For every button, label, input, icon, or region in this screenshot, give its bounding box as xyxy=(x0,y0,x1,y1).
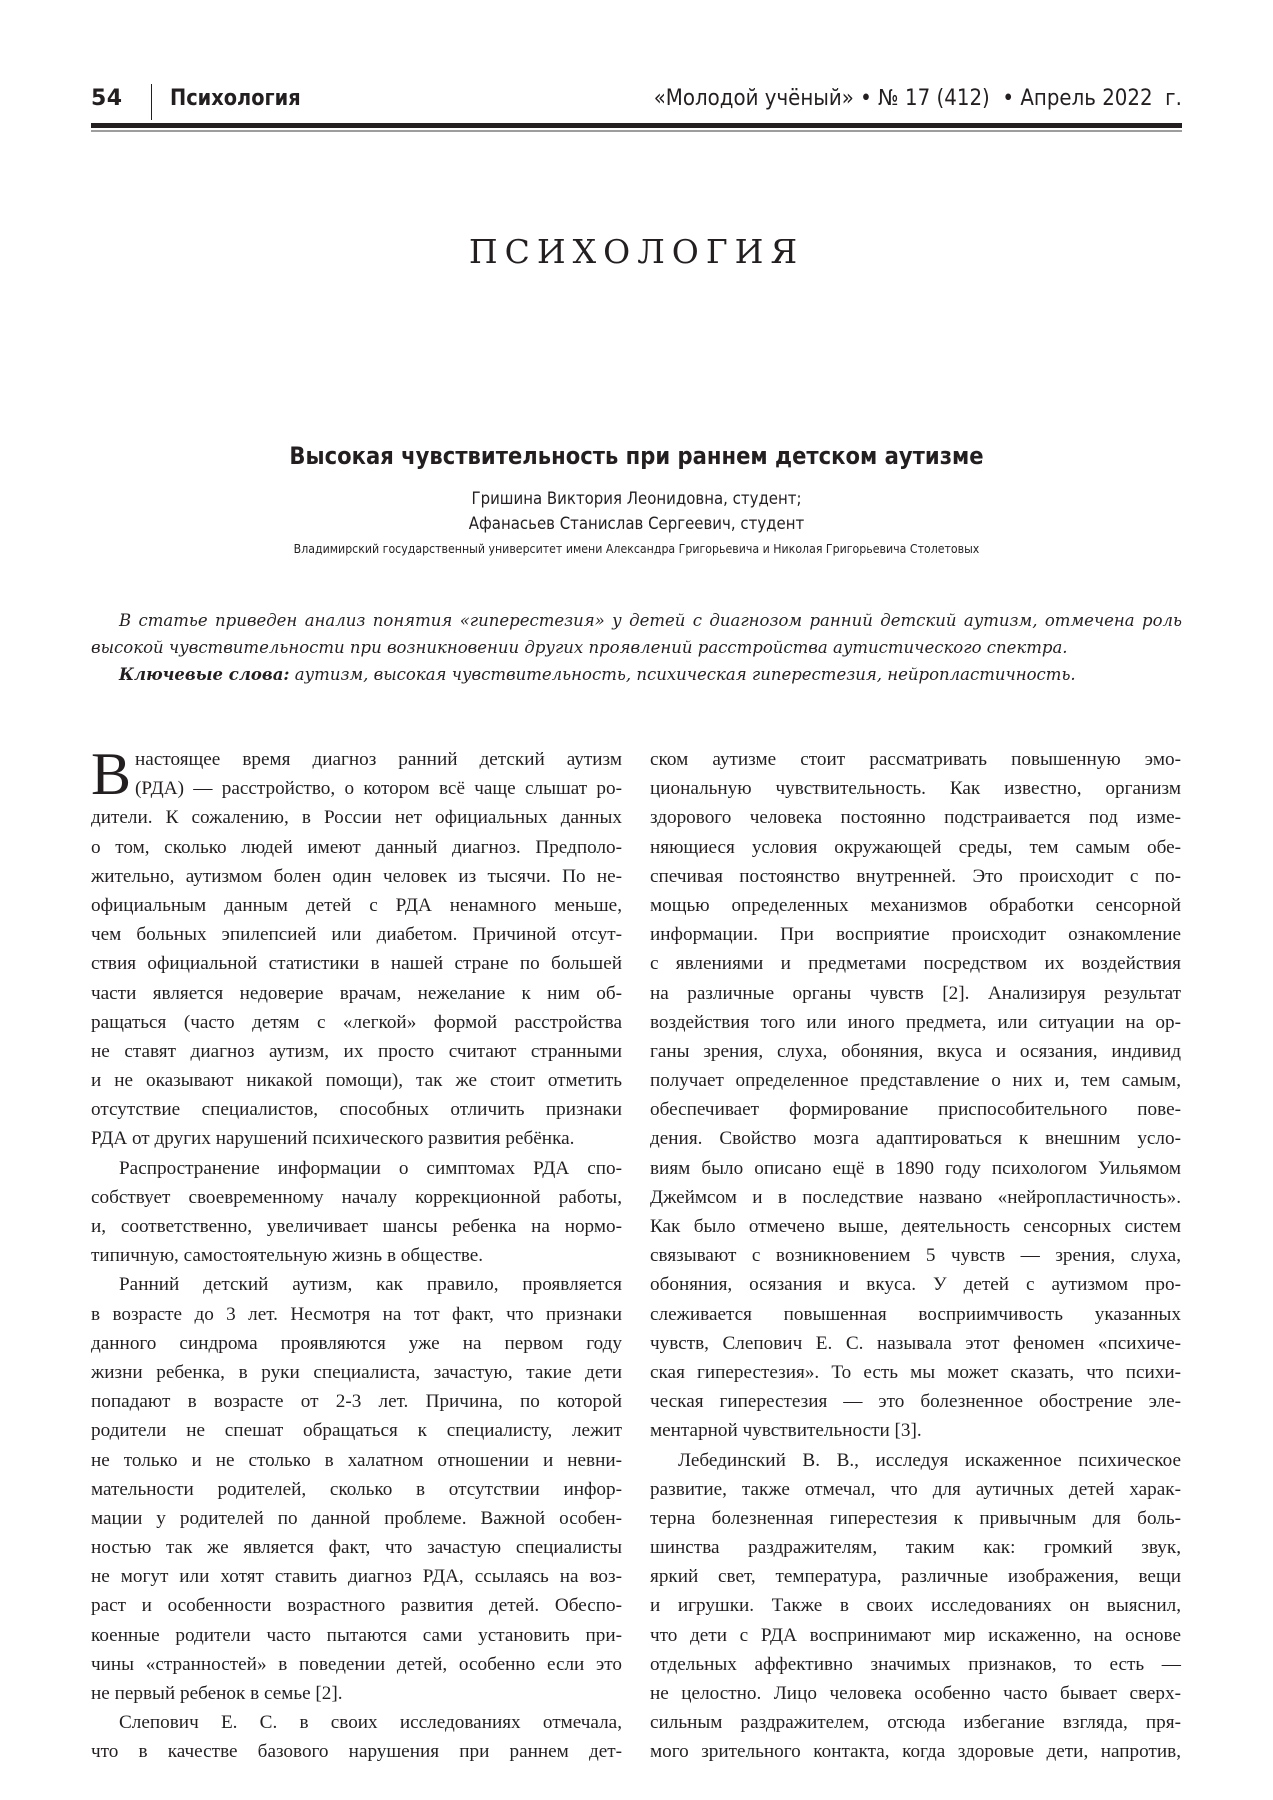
text-line: попадают в возрасте от 2-3 лет. Причина, по которой xyxy=(91,1391,622,1413)
header-journal-issue: «Молодой учёный» • № 17 (412) • Апрель 2022 г. xyxy=(653,86,1182,111)
text-line: отдельных аффективно значимых признаков, то есть — xyxy=(650,1653,1181,1675)
text-line: получает определенное представление о них и, тем самым, xyxy=(650,1070,1181,1092)
page-number: 54 xyxy=(91,86,123,111)
text-line: обоняния, осязания и вкуса. У детей с аутизмом про- xyxy=(650,1274,1181,1296)
text-line: развитие, также отмечал, что для аутичных детей харак- xyxy=(650,1478,1181,1500)
text-line: виям было описано ещё в 1890 году психологом Уильямом xyxy=(650,1157,1181,1179)
text-line: ностью так же является факт, что зачастую специалисты xyxy=(91,1537,622,1559)
text-line: и игрушки. Также в своих исследованиях он выяснил, xyxy=(650,1595,1181,1617)
text-line: няющиеся условия окружающей среды, тем самым обе- xyxy=(650,836,1181,858)
text-line: и не оказывают никакой помощи), так же стоит отметить xyxy=(91,1070,622,1092)
abstract-text: В статье приведен анализ понятия «гиперестезия» у детей с диагнозом ранний детский аутизм, отмечена роль высокой чувствительности при возникновении других проявлений расстройства аутистического спектра. xyxy=(91,611,1182,657)
text-line: ращаться (часто детям с «легкой» формой расстройства xyxy=(91,1011,622,1033)
text-line: РДА от других нарушений психического развития ребёнка. xyxy=(91,1128,575,1150)
text-line: раст и особенности возрастного развития детей. Обеспо- xyxy=(91,1595,622,1617)
section-title: ПСИХОЛОГИЯ xyxy=(468,232,805,271)
article-title: Высокая чувствительность при раннем детском аутизме xyxy=(289,442,984,470)
text-line: шинства раздражителям, таким как: громкий звук, xyxy=(650,1537,1181,1559)
abstract xyxy=(91,607,1182,688)
text-line: Джеймсом и в последствие названо «нейропластичность». xyxy=(650,1186,1181,1208)
text-line: чувств, Слепович Е. С. называла этот феномен «психиче- xyxy=(650,1332,1181,1354)
text-line: мации у родителей по данной проблеме. Важной особен- xyxy=(91,1507,622,1529)
text-line: о том, сколько людей имеют данный диагноз. Предполо- xyxy=(91,836,622,858)
text-line: обеспечивает формирование приспособительного пове- xyxy=(650,1099,1181,1121)
text-line: спечивая постоянство внутренней. Это происходит с по- xyxy=(650,865,1181,887)
text-line: не только и не столько в халатном отношении и невни- xyxy=(91,1449,622,1471)
text-line: дения. Свойство мозга адаптироваться к внешним усло- xyxy=(650,1128,1181,1150)
keywords-list: аутизм, высокая чувствительность, психическая гиперестезия, нейропластичность. xyxy=(289,665,1076,684)
text-line: жительно, аутизмом болен один человек из тысячи. По не- xyxy=(91,865,622,887)
text-line: Как было отмечено выше, деятельность сенсорных систем xyxy=(650,1216,1181,1237)
body-column-left xyxy=(91,741,622,1767)
text-line: данного синдрома проявляются уже на первом году xyxy=(91,1332,622,1354)
text-line: родители не спешат обращаться к специалисту, лежит xyxy=(91,1420,622,1442)
text-line: Распространение информации о симптомах РДА спо- xyxy=(119,1157,622,1179)
text-line: чины «странностей» в поведении детей, особенно если это xyxy=(91,1653,622,1675)
text-line: ствия официальной статистики в нашей стране по большей xyxy=(91,953,622,975)
text-line: дители. К сожалению, в России нет официальных данных xyxy=(91,807,622,829)
text-line: (РДА) — расстройство, о котором всё чаще слышат ро- xyxy=(135,778,622,800)
text-line: части является недоверие врачам, нежелание к ним об- xyxy=(91,982,622,1004)
text-line: ментарной чувствительности [3]. xyxy=(650,1420,922,1442)
text-line: типичную, самостоятельную жизнь в обществе. xyxy=(91,1245,484,1267)
header-rule-thick xyxy=(91,123,1182,128)
text-line: яркий свет, температура, различные изображения, вещи xyxy=(650,1566,1181,1588)
text-line: мого зрительного контакта, когда здоровые дети, напротив, xyxy=(650,1741,1181,1763)
text-line: не ставят диагноз аутизм, их просто считают странными xyxy=(91,1040,622,1062)
author-2: Афанасьев Станислав Сергеевич, студент xyxy=(468,514,805,534)
text-line: мательности родителей, сколько в отсутствии инфор- xyxy=(91,1478,622,1500)
text-line: что дети с РДА воспринимают мир искаженно, на основе xyxy=(650,1624,1181,1646)
text-line: что в качестве базового нарушения при раннем дет- xyxy=(91,1741,622,1763)
text-line: терна болезненная гиперестезия к привычным для боль- xyxy=(650,1507,1181,1529)
text-line: воздействия того или иного предмета, или ситуации на ор- xyxy=(650,1011,1181,1033)
text-line: Ранний детский аутизм, как правило, проявляется xyxy=(119,1274,622,1296)
drop-cap: В xyxy=(91,741,132,807)
text-line: Слепович Е. С. в своих исследованиях отмечала, xyxy=(119,1712,622,1734)
text-line: слеживается повышенная восприимчивость указанных xyxy=(650,1303,1181,1325)
text-line: информации. При восприятие происходит ознакомление xyxy=(650,924,1181,946)
text-line: ганы зрения, слуха, обоняния, вкуса и осязания, индивид xyxy=(650,1040,1181,1062)
text-line: с явлениями и предметами посредством их воздействия xyxy=(650,953,1181,975)
affiliation: Владимирский государственный университет имени Александра Григорьевича и Николая Григорьевича Столетовых xyxy=(293,541,980,556)
text-line: ская гиперестезия». То есть мы может сказать, что психи- xyxy=(650,1361,1181,1383)
text-line: сильным раздражителем, отсюда избегание взгляда, пря- xyxy=(650,1712,1181,1734)
text-line: ском аутизме стоит рассматривать повышенную эмо- xyxy=(650,749,1181,770)
text-line: Лебединский В. В., исследуя искаженное психическое xyxy=(678,1449,1181,1471)
header-section-name: Психология xyxy=(170,86,301,111)
header-rule-thin xyxy=(91,130,1182,132)
text-line: здорового человека постоянно подстраивается под изме- xyxy=(650,807,1181,829)
text-line: ческая гиперестезия — это болезненное обострение эле- xyxy=(650,1391,1181,1413)
text-line: связывают с возникновением 5 чувств — зрения, слуха, xyxy=(650,1245,1181,1267)
text-line: жизни ребенка, в руки специалиста, зачастую, такие дети xyxy=(91,1361,622,1383)
text-line: на различные органы чувств [2]. Анализируя результат xyxy=(650,982,1181,1004)
text-line: не первый ребенок в семье [2]. xyxy=(91,1683,343,1704)
text-line: не могут или хотят ставить диагноз РДА, ссылаясь на воз- xyxy=(91,1566,622,1588)
header-divider xyxy=(151,84,152,120)
keywords-label: Ключевые слова: xyxy=(119,665,290,684)
text-line: в возрасте до 3 лет. Несмотря на тот факт, что признаки xyxy=(91,1303,622,1325)
text-line: не целостно. Лицо человека особенно часто бывает сверх- xyxy=(650,1683,1181,1704)
text-line: и, соответственно, увеличивает шансы ребенка на нормо- xyxy=(91,1216,622,1237)
text-line: настоящее время диагноз ранний детский аутизм xyxy=(135,749,622,770)
text-line: отсутствие специалистов, способных отличить признаки xyxy=(91,1099,622,1121)
author-1: Гришина Виктория Леонидовна, студент; xyxy=(471,489,802,509)
text-line: мощью определенных механизмов обработки сенсорной xyxy=(650,894,1181,916)
keywords xyxy=(91,661,1182,688)
text-line: чем больных эпилепсией или диабетом. Причиной отсут- xyxy=(91,924,622,946)
running-header xyxy=(91,86,1182,116)
text-line: коенные родители часто пытаются сами установить при- xyxy=(91,1624,622,1646)
body-column-right xyxy=(650,745,1181,1767)
text-line: собствует своевременному началу коррекционной работы, xyxy=(91,1186,622,1208)
text-line: официальным данным детей с РДА ненамного меньше, xyxy=(91,894,622,916)
text-line: циональную чувствительность. Как известно, организм xyxy=(650,778,1181,800)
